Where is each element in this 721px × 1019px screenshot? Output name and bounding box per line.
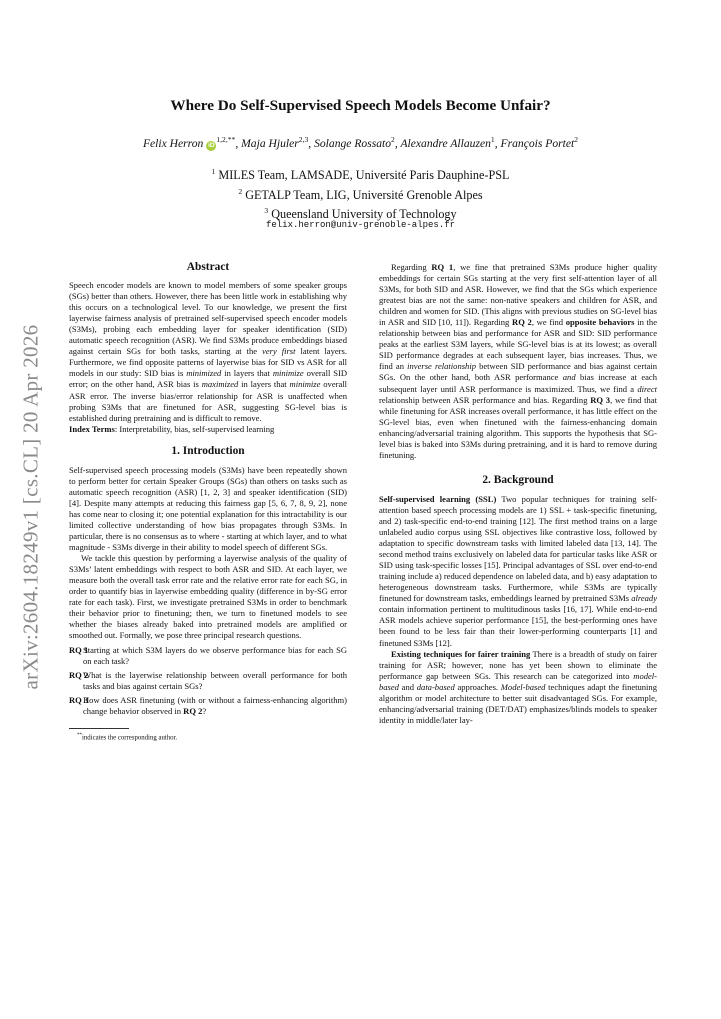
intro-paragraph: Self-supervised speech processing models (S3Ms) have been repeatedly shown to perform better for certain Speaker Groups (SGs) than others on tasks such as automatic speech recognition (ASR) [1, 2, 3] and speaker identification (SID) [4]. Despite many attempts at reducing this fairness gap [5, 6, 7, 8, 9, 2], none has come near to closing it; one potential explanation for this intractability is our limited collective understanding of how bias propagates through S3Ms. In particular, there is no consensus as to where - starting at which layer, and to what magnitude - S3Ms diverge in their ability to model speech of different SGs. [69, 464, 347, 553]
affiliation-line: $^2$ GETALP Team, LIG, Université Grenoble Alpes [238, 186, 483, 202]
research-question: RQ 1 Starting at which S3M layers do we observe performance bias for each SG on each task? [69, 644, 347, 666]
author-affiliation-mark: 1 [490, 135, 495, 144]
fair-training-paragraph: Existing techniques for fairer training There is a breadth of study on fairer training for ASR; however, none has yet been shown to eliminate the performance gap between SGs. This research can be categorized into model-based and data-based approaches. Model-based techniques adapt the finetuning algorithm or model architecture to better suit disadvantaged SGs. For example, enhancing/adversarial training (DET/DAT) emphasizes/blinds models to speaker identity in middle/later lay- [379, 648, 657, 725]
introduction-heading: 1. Introduction [171, 444, 245, 457]
research-question-label: RQ 1 [69, 644, 89, 655]
right-column [379, 262, 657, 726]
abstract-heading: Abstract [186, 261, 230, 273]
research-question: RQ 3 How does ASR finetuning (with or without a fairness-enhancing algorithm) change behavior observed in RQ 2? [69, 694, 347, 716]
arxiv-sidebar [14, 292, 48, 722]
contact-email[interactable]: felix.herron@univ-grenoble-alpes.fr [265, 220, 456, 230]
author-affiliation-mark: 2 [391, 135, 395, 144]
author-affiliation-mark: 2,3 [298, 135, 309, 144]
author-list: Felix Herron $iD^{1,2,**}$, Maja Hjuler$^{2,3}$, Solange Rossato$^2$, Alexandre Allauzen$^1$, François Portet$^2$ [142, 135, 579, 150]
arxiv-identifier: arXiv:2604.18249v1 [cs.CL] 20 Apr 2026 [18, 324, 43, 690]
affiliation-line: $^1$ MILES Team, LAMSADE, Université Paris Dauphine-PSL [211, 167, 510, 183]
background-heading: 2. Background [482, 473, 554, 486]
index-terms: Index Terms: Interpretability, bias, self-supervised learning [69, 423, 275, 434]
author-name: Alexandre Allauzen [400, 136, 491, 150]
footnote-rule [69, 728, 129, 729]
author-affiliation-mark: 2 [574, 135, 579, 144]
ssl-paragraph: Self-supervised learning (SSL) Two popular techniques for training self-attention based speech processing models are 1) SSL + task-specific finetuning, and 2) task-specific end-to-end training [12]. The first method trains on a large unlabeled audio corpus using SSL objectives like contrastive loss, followed by adaptation to specific downstream tasks with limited labeled data [13, 14]. The second method trains exclusively on labeled data for particular tasks like ASR or SID using task-specific losses [15]. Principal advantages of SSL over end-to-end training include a) reduced dependence on labeled data, and b) easy adaptation to heterogeneous downstream tasks. Furthermore, while S3Ms are typically finetuned for downstream tasks, embeddings learned by pretrained S3Ms already contain information pertinent to multitudinous tasks [16, 17]. While end-to-end ASR models achieve superior performance [15], the best-performing ones have been found to be less fair than their lower-performing counterparts [1] and finetuned S3Ms [12]. [379, 493, 657, 648]
research-question-label: RQ 3 [69, 694, 89, 705]
author-affiliation-mark: 1,2,** [216, 135, 236, 144]
orcid-icon[interactable]: iD [208, 141, 215, 149]
intro-paragraph: We tackle this question by performing a layerwise analysis of the quality of S3Ms’ latent embeddings with respect to both ASR and SID. At each layer, we measure both the overall task error rate and the relative error rate for each SG, in order to quantify bias in layerwise embedding quality (difference in by-SG error rate for each task). First, we investigate pretrained S3Ms in order to benchmark their behavior prior to finetuning; then, we turn to finetuned models to see whether the biases already baked into pretrained models are amplified or smoothed out. Formally, we pose three principal research questions. [69, 553, 347, 641]
affiliation-line: $^3$ Queensland University of Technology [264, 206, 457, 222]
author-name: Maja Hjuler [241, 136, 299, 150]
research-question-reference[interactable]: RQ 2 [183, 705, 203, 716]
research-question: RQ 2 What is the layerwise relationship between overall performance for both tasks and bias against certain SGs? [69, 669, 347, 691]
abstract-text: Speech encoder models are known to model members of some speaker groups (SGs) better than others. However, there has been little work in establishing why this occurs on a technological level. To our knowledge, we present the first layerwise fairness analysis of pretrained self-supervised speech encoder models (S3Ms), probing each embedding layer for speaker identification (SID) automatic speech recognition (ASR). We find S3Ms produce embeddings biased against certain SGs for both tasks, starting at the very first latent layers. Furthermore, we find opposite patterns of layerwise bias for SID vs ASR for all models in our study: SID bias is minimized in layers that minimize overall SID error; on the other hand, ASR bias is maximized in layers that minimize overall ASR error. The inverse bias/error relationship for ASR is unaffected when probing S3Ms that are finetuned for ASR, suggesting SG-level bias is established during pretraining and is difficult to remove. [69, 280, 348, 423]
research-question-label: RQ 2 [69, 669, 89, 680]
author-name: François Portet [500, 136, 575, 150]
footnote: **indicates the corresponding author. [77, 732, 178, 742]
affiliations [0, 164, 721, 223]
left-column [69, 262, 347, 742]
author-name: Felix Herron [142, 136, 204, 150]
author-name: Solange Rossato [314, 136, 392, 150]
contributions-paragraph: Regarding RQ 1, we fine that pretrained S3Ms produce higher quality embeddings for certain SGs starting at the very first self-attention layer of all S3Ms, for both SID and ASR. However, we find that the SGs which experience greatest bias are not the same: non-native speakers and children for ASR, and children and women for SID. (This aligns with previous studies on SG-level bias in ASR and SID [10, 11]). Regarding RQ 2, we find opposite behaviors in the relationship between bias and performance for ASR and SID: SID performance peaks at the earliest S3M layers, while SG-level bias is at its lowest; as overall SID performance degrades at each subsequent layer, bias increases. Thus, we find an inverse relationship between SID performance and bias against certain SGs. On the other hand, both ASR performance and bias increase at each subsequent layer until ASR performance is maximized. Thus, we find a direct relationship between ASR performance and bias. Regarding RQ 3, we find that while finetuning for ASR increases overall performance, it has little effect on the SG-level bias, even when finetuned with the fairness-enhancing domain enhancing/adversarial training algorithm. This supports the hypothesis that SG-level bias is baked into S3Ms during pretraining, and it is hard to remove during finetuning. [379, 262, 658, 460]
paper-title: Where Do Self-Supervised Speech Models Become Unfair? [170, 97, 551, 114]
